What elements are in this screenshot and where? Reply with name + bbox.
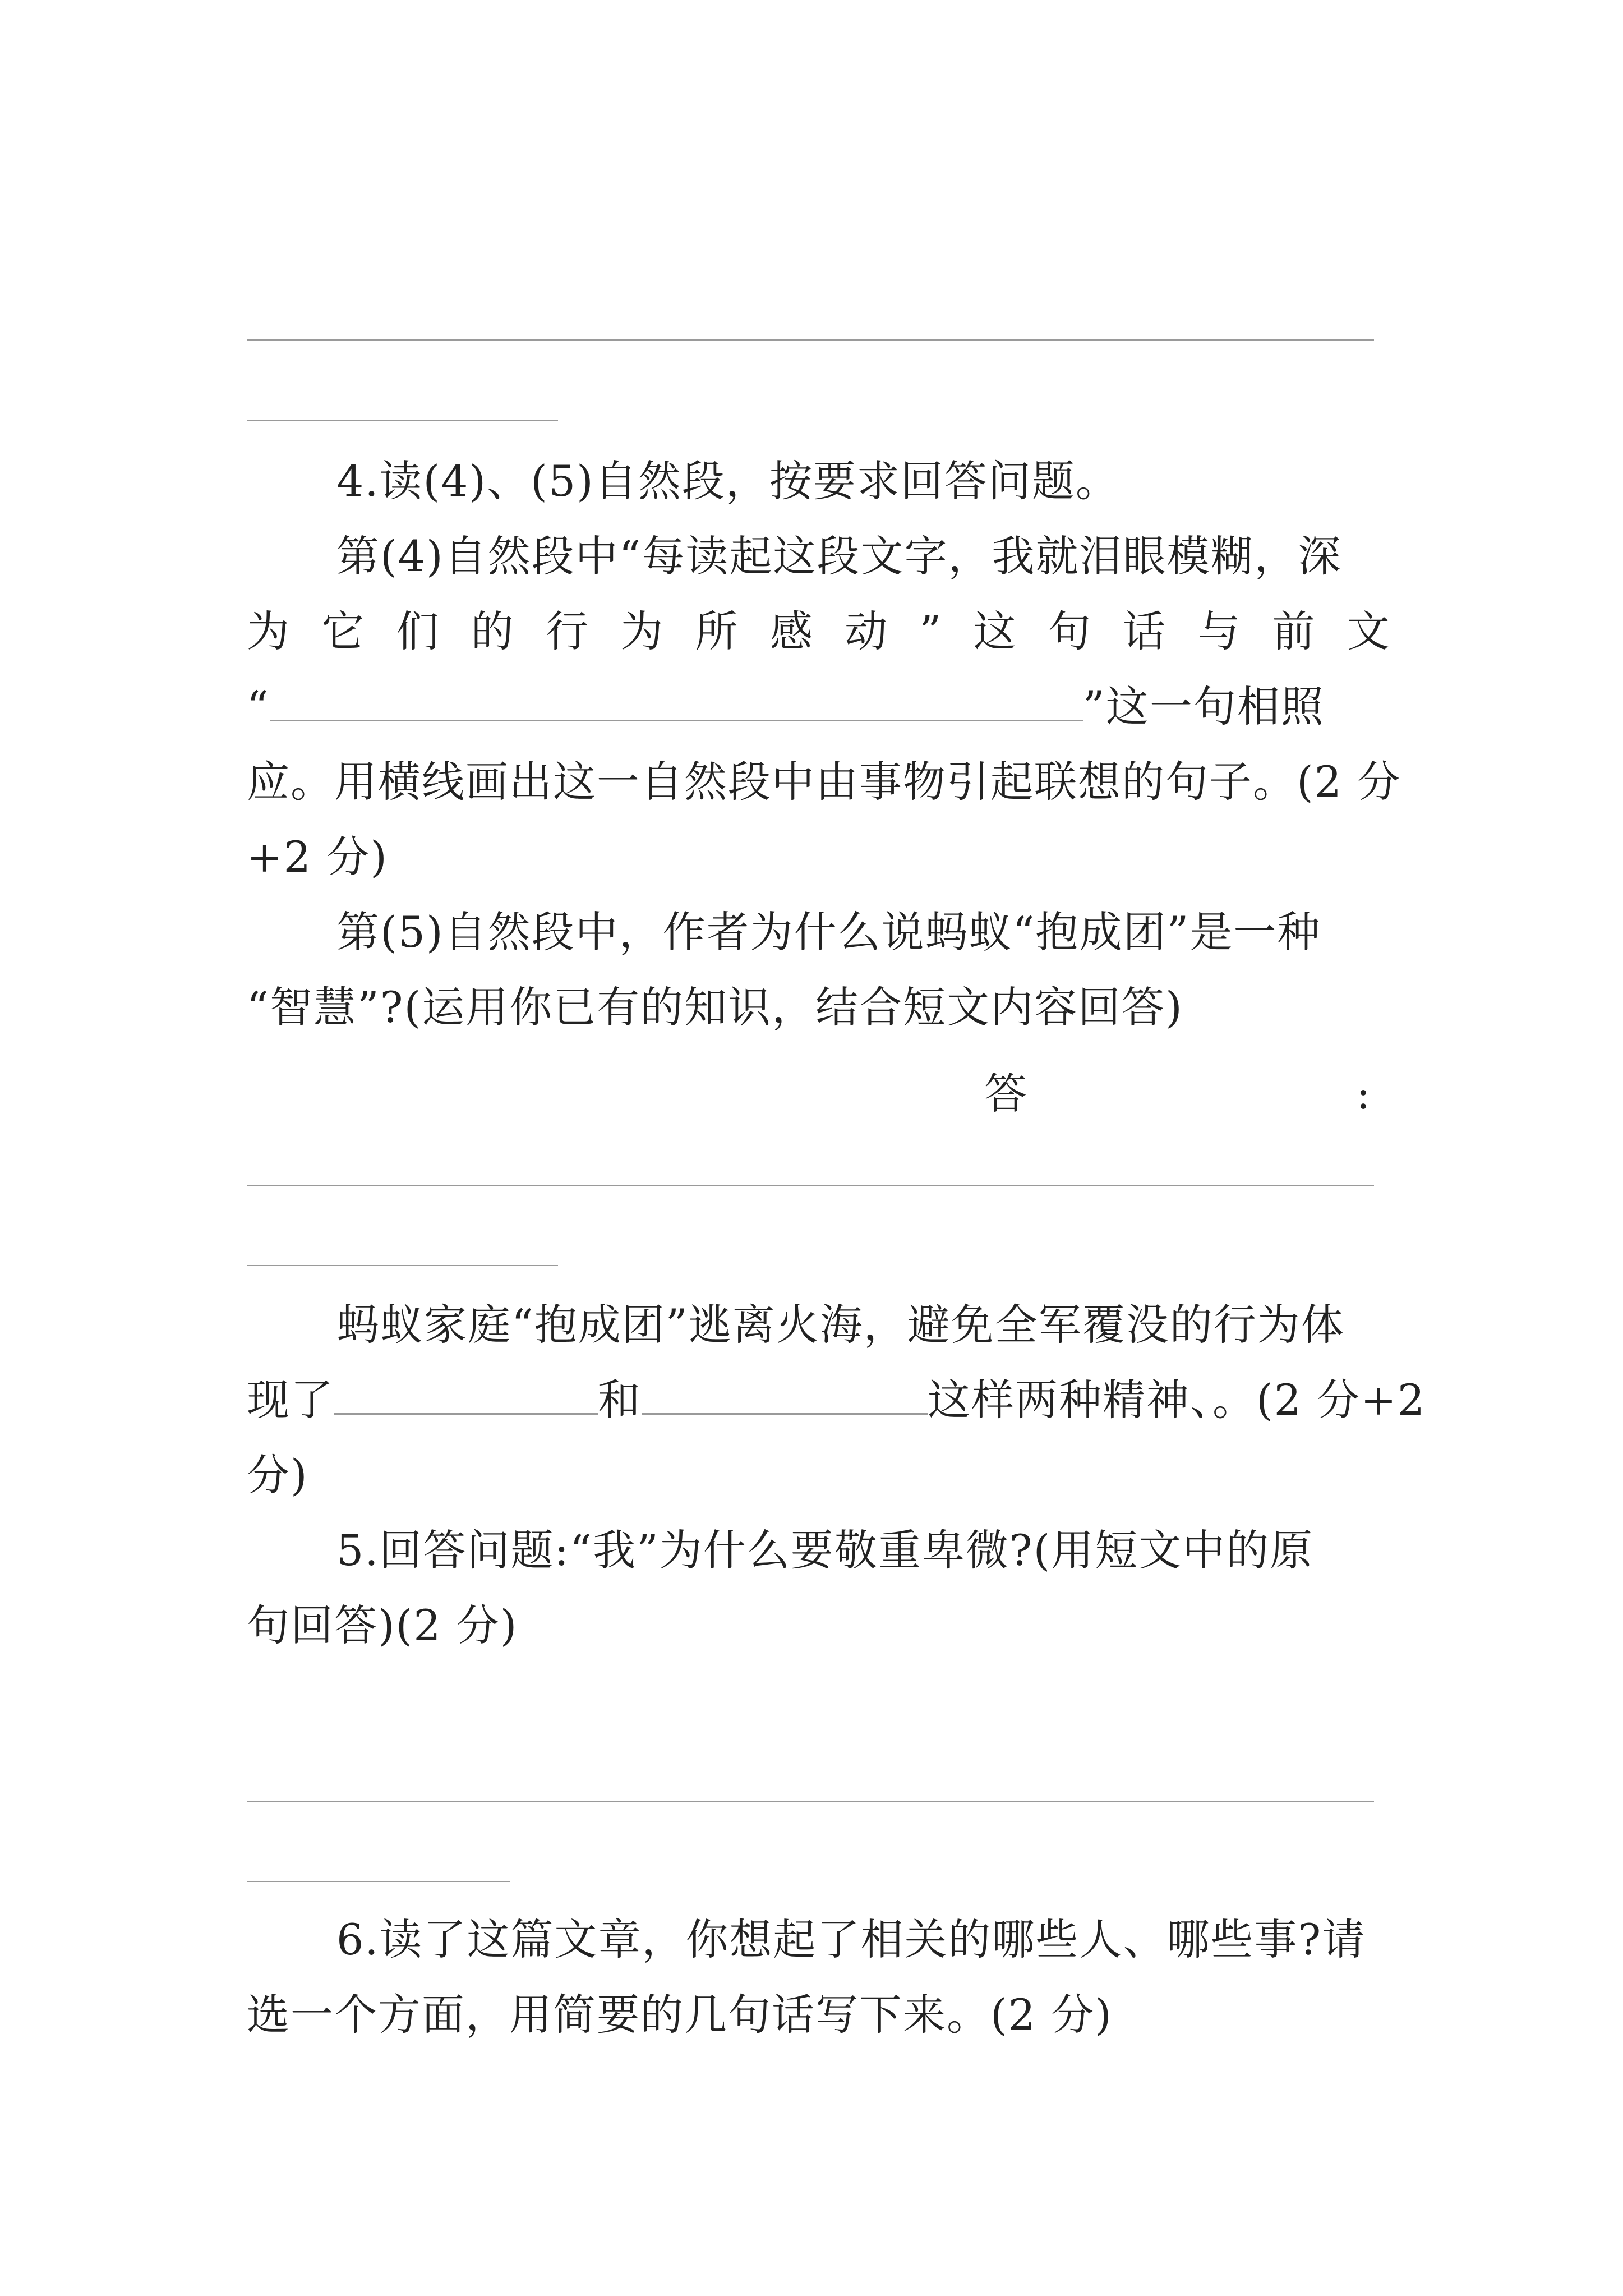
fill-blank-spirit-1[interactable]	[334, 1374, 598, 1415]
fill-blank-quote[interactable]	[270, 680, 1083, 721]
answer-rule-short	[247, 1881, 510, 1882]
answer-label: 答	[984, 1069, 1027, 1119]
q4-p3-line3: 分)	[247, 1450, 308, 1500]
q4-p2-line1: 第(5)自然段中，作者为什么说蚂蚁“抱成团”是一种	[336, 907, 1321, 957]
q6-line2: 选一个方面，用简要的几句话写下来。(2 分)	[247, 1990, 1113, 2040]
char: 们	[396, 606, 440, 656]
char: 为	[620, 606, 665, 656]
q4-p3-line2	[247, 1372, 1426, 1428]
q4-p1-line3	[247, 679, 1391, 735]
char: 前	[1272, 606, 1316, 656]
answer-colon: :	[1356, 1069, 1371, 1119]
char: 话	[1123, 606, 1167, 656]
open-quote: “	[247, 682, 270, 731]
char: 文	[1347, 606, 1391, 656]
char: 的	[471, 606, 515, 656]
char: 与	[1197, 606, 1242, 656]
q6-line1: 6.读了这篇文章，你想起了相关的哪些人、哪些事?请	[336, 1915, 1366, 1964]
char: 这	[973, 606, 1017, 656]
line3-tail: ”这一句相照	[1082, 682, 1325, 731]
q5-line2: 句回答)(2 分)	[247, 1600, 518, 1650]
answer-rule-long	[247, 339, 1374, 341]
char: 为	[247, 606, 291, 656]
char: 句	[1048, 606, 1092, 656]
p3-text-b: 和	[598, 1375, 642, 1425]
p3-text-c: 这样两种精神、。(2 分+2	[928, 1375, 1426, 1425]
q4-title: 4.读(4)、(5)自然段，按要求回答问题。	[336, 456, 1119, 506]
char: 它	[321, 606, 366, 656]
q4-p1-line4: 应。用横线画出这一自然段中由事物引起联想的句子。(2 分	[247, 757, 1401, 807]
char: 行	[546, 606, 590, 656]
char: 所	[695, 606, 739, 656]
q4-p1-line2	[247, 604, 1391, 660]
q5-line1: 5.回答问题:“我”为什么要敬重卑微?(用短文中的原	[336, 1525, 1314, 1575]
char: 动	[845, 606, 889, 656]
q4-p1-line1: 第(4)自然段中“每读起这段文字，我就泪眼模糊，深	[336, 531, 1342, 581]
q4-p1-line5: +2 分)	[247, 832, 388, 882]
q4-p3-line1: 蚂蚁家庭“抱成团”逃离火海，避免全军覆没的行为体	[336, 1300, 1345, 1350]
answer-rule-short	[247, 1265, 558, 1266]
answer-rule-long	[247, 1185, 1374, 1186]
char: ”	[919, 606, 943, 656]
answer-rule-short	[247, 420, 558, 421]
answer-rule-long	[247, 1801, 1374, 1802]
q4-p2-line2: “智慧”?(运用你已有的知识，结合短文内容回答)	[247, 982, 1183, 1032]
p3-text-a: 现了	[247, 1375, 334, 1425]
char: 感	[769, 606, 814, 656]
fill-blank-spirit-2[interactable]	[642, 1374, 928, 1415]
